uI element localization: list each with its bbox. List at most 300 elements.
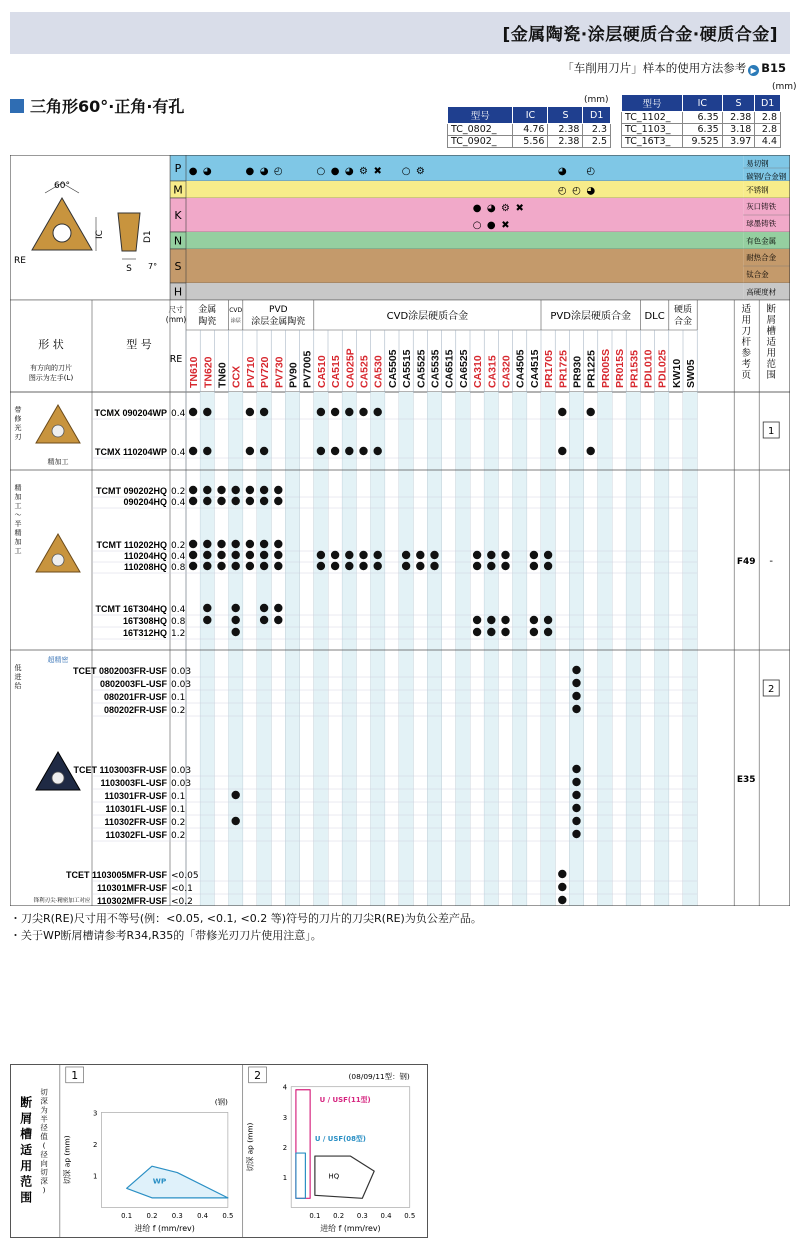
material-mark: ◕	[344, 166, 354, 177]
clearance-label: 7°	[148, 262, 158, 271]
availability-dot	[260, 551, 268, 559]
family-label: 精	[14, 529, 22, 537]
y-side-note: 为	[40, 1105, 48, 1115]
x-tick: 0.1	[121, 1212, 133, 1221]
row-model: TCMT 16T304HQ	[95, 604, 167, 614]
dim-cell: 2.5	[583, 136, 611, 148]
chipbreaker-range-panel	[10, 1064, 428, 1238]
grade-name: PDL025	[656, 349, 669, 388]
availability-dot	[203, 562, 211, 570]
chip-range-ref: -	[769, 556, 774, 567]
grade-name: PV730	[273, 356, 286, 388]
row-re: 0.1	[171, 805, 186, 815]
reference-text: 「车削用刀片」样本的使用方法参考	[562, 61, 747, 75]
dim-unit-left: (mm)	[584, 95, 609, 105]
group-label: PVD涂层硬质合金	[550, 311, 631, 322]
d1-label: D1	[143, 230, 153, 243]
holder-page-header: 页	[741, 370, 751, 381]
group-label: PVD	[269, 305, 288, 315]
column-shade	[598, 392, 612, 906]
availability-dot	[430, 551, 438, 559]
availability-dot	[274, 486, 282, 494]
material-mark: ◕	[486, 203, 496, 214]
availability-dot	[217, 486, 225, 494]
row-re: 0.1	[171, 792, 186, 802]
availability-dot	[232, 817, 240, 825]
row-re: <0.2	[171, 897, 193, 906]
holder-page-header: 刀	[741, 326, 751, 337]
availability-dot	[572, 804, 580, 812]
availability-dot	[274, 604, 282, 612]
column-shade	[285, 392, 299, 906]
availability-dot	[232, 486, 240, 494]
material-code: H	[173, 285, 183, 299]
availability-dot	[203, 486, 211, 494]
availability-dot	[572, 830, 580, 838]
availability-dot	[260, 562, 268, 570]
material-desc: 易切钢	[746, 159, 769, 168]
availability-dot	[317, 551, 325, 559]
holder-page-header: 考	[741, 359, 751, 370]
row-re: 0.4	[171, 552, 186, 562]
material-mark: ◴	[586, 166, 596, 177]
family-caption: 精加工	[47, 458, 69, 466]
availability-dot	[501, 616, 509, 624]
shape-note: 图示为左手(L)	[28, 374, 74, 382]
family-label: 精	[14, 484, 22, 492]
availability-dot	[587, 408, 595, 416]
availability-dot	[203, 447, 211, 455]
y-side-note: 值	[40, 1132, 48, 1142]
y-side-note: 切	[40, 1167, 48, 1177]
row-model: 090204HQ	[123, 497, 167, 507]
availability-dot	[572, 666, 580, 674]
row-model: 16T312HQ	[122, 628, 167, 638]
material-mark: ⚙	[359, 166, 368, 177]
column-shade	[541, 392, 555, 906]
y-tick: 2	[282, 1144, 288, 1153]
grade-name: PR1705	[543, 350, 556, 388]
row-re: 0.4	[171, 448, 186, 458]
row-model: TCMX 110204WP	[94, 447, 167, 457]
availability-dot	[260, 447, 268, 455]
x-tick: 0.5	[222, 1212, 234, 1221]
availability-dot	[416, 562, 424, 570]
availability-dot	[501, 551, 509, 559]
availability-dot	[359, 447, 367, 455]
material-mark: ●	[245, 166, 255, 177]
row-re: <0.1	[171, 884, 193, 894]
availability-dot	[487, 551, 495, 559]
ic-label: IC	[95, 230, 105, 239]
availability-dot	[558, 883, 566, 891]
availability-dot	[572, 765, 580, 773]
grade-name: CA515	[330, 355, 343, 388]
shape-note: 有方向的刀片	[30, 364, 72, 372]
y-tick: 3	[93, 1109, 98, 1118]
availability-dot	[487, 628, 495, 636]
row-re: 0.03	[171, 667, 192, 677]
y-side-note: 径	[40, 1123, 48, 1133]
chip-panel-title: 屑	[20, 1111, 33, 1126]
y-side-note: 半	[40, 1114, 48, 1124]
availability-dot	[232, 604, 240, 612]
dim-row	[448, 124, 611, 136]
dim-cell: 9.525	[682, 136, 722, 148]
dim-cell: TC_0802_	[448, 124, 513, 136]
x-tick: 0.2	[333, 1212, 345, 1221]
family-label: 刃	[14, 433, 22, 441]
dim-cell: 2.38	[722, 112, 755, 124]
availability-dot	[530, 628, 538, 636]
column-shade	[371, 392, 385, 906]
material-desc: 钛合金	[746, 270, 769, 279]
grade-name: PR1535	[628, 350, 641, 388]
family-label: 工	[14, 547, 22, 555]
x-tick: 0.4	[380, 1212, 392, 1221]
series-label: U / USF(11型)	[319, 1095, 371, 1104]
availability-dot	[473, 562, 481, 570]
availability-dot	[246, 551, 254, 559]
availability-dot	[189, 497, 197, 505]
row-model: TCET 1103005MFR-USF	[65, 870, 167, 880]
grade-name: CA025P	[344, 348, 357, 388]
availability-dot	[374, 562, 382, 570]
material-mark: ◕	[259, 166, 269, 177]
availability-dot	[232, 628, 240, 636]
chip-panel-title: 用	[20, 1158, 33, 1173]
x-tick: 0.3	[356, 1212, 368, 1221]
section-title	[10, 94, 184, 117]
row-model: TCET 0802003FR-USF	[72, 666, 167, 676]
row-model: 110302FR-USF	[104, 817, 167, 827]
column-shade	[314, 392, 328, 906]
holder-page-header: 适	[741, 304, 751, 315]
chip-range-header: 屑	[766, 315, 776, 326]
material-desc: 有色金属	[746, 236, 777, 246]
dim-cell: 2.38	[548, 136, 583, 148]
availability-dot	[345, 408, 353, 416]
availability-dot	[530, 562, 538, 570]
availability-dot	[558, 896, 566, 904]
dim-cell: 6.35	[682, 124, 722, 136]
row-model: 110301FL-USF	[105, 804, 167, 814]
holder-page: F49	[736, 557, 756, 567]
material-mark: ◴	[557, 185, 567, 197]
column-shade	[342, 392, 356, 906]
family-footnote: 锋利刃尖·精密加工对应	[33, 898, 91, 904]
material-mark: ⚙	[501, 203, 510, 214]
grade-name: CA5505	[386, 349, 399, 388]
availability-dot	[331, 408, 339, 416]
grade-name: PR005S	[599, 348, 612, 388]
column-shade	[683, 392, 697, 906]
material-band-M	[186, 181, 743, 198]
column-shade	[626, 392, 640, 906]
row-model: TCET 1103003FR-USF	[73, 765, 167, 775]
column-shade	[569, 392, 583, 906]
availability-dot	[274, 562, 282, 570]
column-shade	[484, 392, 498, 906]
column-shade	[229, 392, 243, 906]
y-side-note: 向	[40, 1158, 48, 1168]
family-label: 修	[14, 415, 22, 423]
availability-dot	[345, 447, 353, 455]
row-re: 0.1	[171, 693, 186, 703]
availability-dot	[473, 628, 481, 636]
availability-dot	[572, 705, 580, 713]
grade-name: CA6525	[457, 349, 470, 388]
availability-dot	[189, 540, 197, 548]
chart-number: 1	[71, 1068, 79, 1082]
chip-panel-title: 范	[20, 1174, 33, 1189]
dim-cell: 2.8	[755, 112, 781, 124]
insert-hole-icon	[52, 772, 64, 784]
availability-dot	[232, 562, 240, 570]
availability-dot	[232, 791, 240, 799]
dim-cell: 2.8	[755, 124, 781, 136]
family-label: ～	[14, 511, 22, 519]
availability-dot	[189, 447, 197, 455]
row-re: 1.2	[171, 629, 186, 639]
availability-dot	[260, 616, 268, 624]
y-tick: 1	[93, 1172, 98, 1181]
dim-cell: TC_1103_	[622, 124, 683, 136]
reference-page-link[interactable]: B15	[761, 61, 786, 75]
material-mark: ○	[316, 166, 326, 177]
material-mark: ●	[472, 203, 482, 214]
grade-name: CA4505	[514, 349, 527, 388]
x-tick: 0.1	[309, 1212, 321, 1221]
hole-icon	[53, 224, 71, 242]
x-tick: 0.3	[171, 1212, 183, 1221]
row-re: 0.8	[171, 617, 186, 627]
holder-page-header: 用	[741, 315, 751, 326]
chip-panel-title: 适	[20, 1142, 33, 1157]
column-shade	[200, 392, 214, 906]
group-label: CVD涂层硬质合金	[386, 311, 469, 322]
dim-row	[622, 136, 781, 148]
dim-cell: 6.35	[682, 112, 722, 124]
availability-dot	[558, 870, 566, 878]
grade-name: PR1225	[585, 350, 598, 388]
material-band-N	[186, 232, 743, 249]
availability-dot	[416, 551, 424, 559]
availability-dot	[274, 551, 282, 559]
availability-dot	[501, 562, 509, 570]
row-re: 0.2	[171, 831, 186, 841]
grade-name: CA525	[358, 355, 371, 388]
dim-header: S	[722, 95, 755, 112]
y-axis-label: 切深 ap (mm)	[62, 1135, 72, 1185]
material-band-H	[186, 283, 743, 300]
availability-dot	[374, 551, 382, 559]
availability-dot	[572, 692, 580, 700]
y-tick: 2	[93, 1141, 98, 1150]
column-shade	[399, 392, 413, 906]
insert-side-view-icon	[118, 213, 140, 251]
dim-header: 型号	[622, 95, 683, 112]
dim-cell: 2.3	[583, 124, 611, 136]
row-model: 110204HQ	[123, 551, 167, 561]
dim-unit-right: (mm)	[772, 82, 797, 92]
material-mark: ⚙	[415, 166, 425, 177]
chart-number: 2	[254, 1068, 262, 1082]
material-code: K	[174, 209, 182, 222]
grade-name: CA320	[500, 355, 513, 388]
availability-dot	[359, 562, 367, 570]
row-model: TCMT 110202HQ	[96, 540, 167, 550]
grade-name: CA6515	[443, 349, 456, 388]
dim-cell: 3.18	[722, 124, 755, 136]
availability-dot	[544, 562, 552, 570]
availability-dot	[232, 540, 240, 548]
availability-dot	[246, 497, 254, 505]
holder-page-header: 参	[741, 348, 751, 359]
dim-cell: 5.56	[513, 136, 548, 148]
y-side-note: 切	[40, 1087, 48, 1097]
family-label: 半	[14, 520, 22, 528]
availability-dot	[203, 540, 211, 548]
family-caption: 超精密	[47, 656, 69, 664]
column-shade	[257, 392, 271, 906]
family-label: 加	[14, 493, 22, 501]
material-code: M	[173, 183, 183, 197]
note-1: ・刀尖R(RE)尺寸用不等号(例：<0.05, <0.1, <0.2 等)符号的刀片的刀尖R(RE)为负公差产品。	[10, 912, 482, 925]
re-label: RE	[14, 256, 26, 266]
material-mark: ◴	[572, 185, 581, 197]
row-re: 0.4	[171, 605, 186, 615]
row-model: 080201FR-USF	[103, 692, 167, 702]
availability-dot	[189, 562, 197, 570]
grade-name: TN610	[188, 356, 201, 388]
material-code: N	[173, 234, 183, 248]
availability-dot	[317, 562, 325, 570]
dim-row	[448, 136, 611, 148]
family-label: 加	[14, 538, 22, 546]
row-model: TCMT 090202HQ	[95, 486, 167, 496]
row-model: 110208HQ	[123, 562, 167, 572]
row-model: TCMX 090204WP	[94, 408, 167, 418]
dim-table-left	[447, 106, 611, 148]
column-shade	[513, 392, 527, 906]
grade-name: PV7005	[301, 350, 314, 388]
grade-name: CA530	[372, 355, 385, 388]
row-model: 110301FR-USF	[104, 791, 167, 801]
dim-header: D1	[583, 107, 611, 124]
column-shade	[427, 392, 441, 906]
availability-dot	[331, 447, 339, 455]
availability-dot	[473, 551, 481, 559]
chip-range-header: 断	[766, 304, 776, 315]
availability-dot	[402, 551, 410, 559]
availability-dot	[203, 551, 211, 559]
availability-dot	[430, 562, 438, 570]
row-re: 0.4	[171, 498, 186, 508]
row-model: 0802003FL-USF	[99, 679, 167, 689]
row-model: 080202FR-USF	[103, 705, 167, 715]
y-side-note: )	[42, 1185, 46, 1195]
grade-name: PV710	[244, 356, 257, 388]
material-code: S	[174, 260, 182, 273]
material-band-S	[186, 249, 743, 283]
group-label: 金属	[198, 305, 217, 315]
availability-dot	[217, 551, 225, 559]
material-mark: ◕	[557, 166, 567, 177]
availability-dot	[530, 616, 538, 624]
header-title: [金属陶瓷·涂层硬质合金·硬质合金]	[502, 25, 778, 45]
material-mark: ◴	[273, 166, 283, 177]
square-icon	[10, 99, 24, 113]
y-side-note: (	[42, 1141, 46, 1151]
row-re: 0.8	[171, 563, 186, 573]
group-label: 涂层金属陶瓷	[251, 317, 306, 327]
family-label: 低	[14, 664, 22, 672]
availability-dot	[544, 628, 552, 636]
grade-name: CCX	[230, 365, 243, 388]
column-shade	[456, 392, 470, 906]
availability-dot	[558, 408, 566, 416]
availability-dot	[260, 486, 268, 494]
row-model: 110301MFR-USF	[96, 883, 167, 893]
material-desc: 不锈钢	[746, 185, 769, 195]
series-label: HQ	[328, 1172, 340, 1181]
availability-dot	[572, 778, 580, 786]
x-tick: 0.4	[197, 1212, 209, 1221]
row-re: 0.2	[171, 818, 186, 828]
dim-header: IC	[682, 95, 722, 112]
y-tick: 4	[282, 1083, 288, 1092]
row-re: 0.03	[171, 766, 192, 776]
row-re: 0.4	[171, 409, 186, 419]
grade-name: CA510	[315, 355, 328, 388]
row-model: 110302FL-USF	[105, 830, 167, 840]
row-model: 110302MFR-USF	[96, 896, 167, 906]
availability-dot	[359, 408, 367, 416]
grade-name: TN620	[202, 356, 215, 388]
material-mark: ◕	[586, 185, 596, 197]
row-re: 0.2	[171, 706, 186, 716]
dim-header: (mm)	[165, 315, 187, 324]
grade-name: PV90	[287, 362, 300, 388]
row-re: 0.2	[171, 487, 186, 497]
availability-dot	[217, 540, 225, 548]
grade-name: PV720	[259, 356, 272, 388]
grade-name: SW05	[685, 359, 698, 388]
s-label: S	[126, 264, 132, 274]
availability-dot	[189, 408, 197, 416]
availability-dot	[260, 604, 268, 612]
chart-note: (08/09/11型：钢)	[348, 1071, 410, 1081]
family-label: 进	[14, 673, 22, 681]
material-band-K	[186, 198, 743, 232]
reference-line	[562, 60, 786, 76]
availability-dot	[331, 551, 339, 559]
material-mark: ✖	[501, 220, 510, 231]
y-side-note: 深	[40, 1096, 48, 1106]
x-axis-label: 进给 f (mm/rev)	[320, 1224, 381, 1234]
header-bar	[10, 12, 790, 54]
availability-dot	[246, 562, 254, 570]
availability-dot	[246, 408, 254, 416]
chip-range-ref: 1	[768, 426, 775, 437]
availability-dot	[217, 562, 225, 570]
availability-dot	[331, 562, 339, 570]
availability-dot	[232, 497, 240, 505]
column-shade	[655, 392, 669, 906]
row-re: 0.03	[171, 779, 192, 789]
y-side-note: 深	[40, 1176, 48, 1186]
